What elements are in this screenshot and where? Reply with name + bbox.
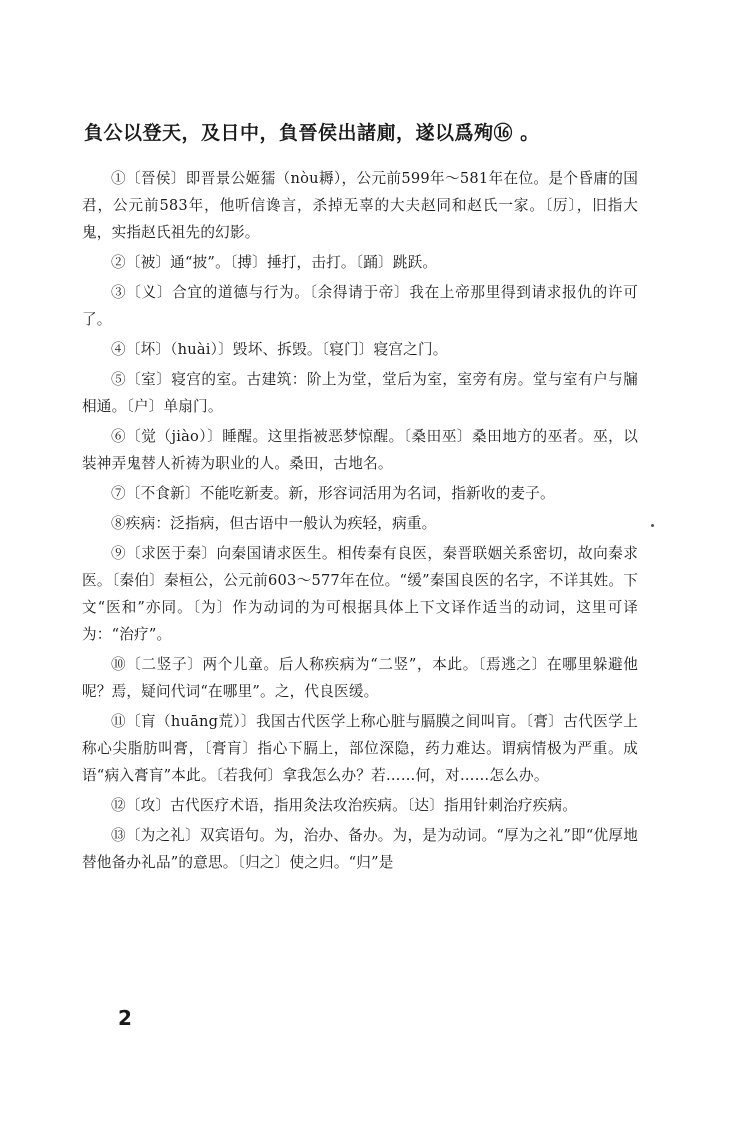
note-13: ⑬〔为之礼〕双宾语句。为，治办、备办。为，是为动词。“厚为之礼”即“优厚地替他备办礼品”的意思。〔归之〕使之归。“归”是: [82, 827, 638, 871]
scan-speck: [651, 524, 654, 527]
annotation-notes: [82, 165, 638, 879]
note-2: ②〔被〕通“披”。〔搏〕捶打，击打。〔踊〕跳跃。: [111, 254, 438, 271]
note-1: ①〔晉侯〕即晋景公姬獳（nòu耨），公元前599年～581年在位。是个昏庸的国君，公元前583年，他听信谗言，杀掉无辜的大夫赵同和赵氏一家。〔厉〕，旧指大鬼，实指赵氏祖先的幻影。: [82, 170, 638, 241]
note-10: ⑩〔二竖子〕两个儿童。后人称疾病为“二竖”，本此。〔焉逃之〕在哪里躲避他呢？焉，疑问代词“在哪里”。之，代良医缓。: [82, 656, 638, 700]
note-5: ⑤〔室〕寝宫的室。古建筑：阶上为堂，堂后为室，室旁有房。堂与室有户与牖相通。〔户〕单扇门。: [82, 371, 638, 415]
note-3: ③〔义〕合宜的道德与行为。〔余得请于帝〕我在上帝那里得到请求报仇的许可了。: [82, 284, 638, 328]
note-7: ⑦〔不食新〕不能吃新麦。新，形容词活用为名词，指新收的麦子。: [111, 485, 555, 502]
note-4: ④〔坏〕（huài）〕毁坏、拆毁。〔寝门〕寝宫之门。: [111, 341, 448, 358]
main-text-line: 負公以登天，及日中，負晉侯出諸廁，遂以爲殉⑯ 。: [84, 122, 540, 144]
note-6: ⑥〔觉（jiào）〕睡醒。这里指被恶梦惊醒。〔桑田巫〕桑田地方的巫者。巫，以装神弄鬼替人祈祷为职业的人。桑田，古地名。: [82, 428, 638, 472]
note-12: ⑫〔攻〕古代医疗术语，指用灸法攻治疾病。〔达〕指用针刺治疗疾病。: [111, 797, 578, 814]
note-8: ⑧疾病：泛指病，但古语中一般认为疾轻，病重。: [111, 515, 437, 532]
note-11: ⑪〔肓（huāng荒）〕我国古代医学上称心脏与膈膜之间叫肓。〔膏〕古代医学上称心尖脂肪叫膏，〔膏肓〕指心下膈上，部位深隐，药力难达。谓病情极为严重。成语“病入膏肓”本此。〔若我何〕拿我怎么办？若……何，对……怎么办。: [82, 713, 638, 784]
note-9: ⑨〔求医于秦〕向秦国请求医生。相传秦有良医，秦晋联姻关系密切，故向秦求医。〔秦伯〕秦桓公，公元前603～577年在位。“缓”秦国良医的名字，不详其姓。下文“医和”亦同。〔为〕作为动词的为可根据具体上下文译作适当的动词，这里可译为：“治疗”。: [82, 545, 638, 643]
page-number: 2: [118, 1006, 132, 1030]
